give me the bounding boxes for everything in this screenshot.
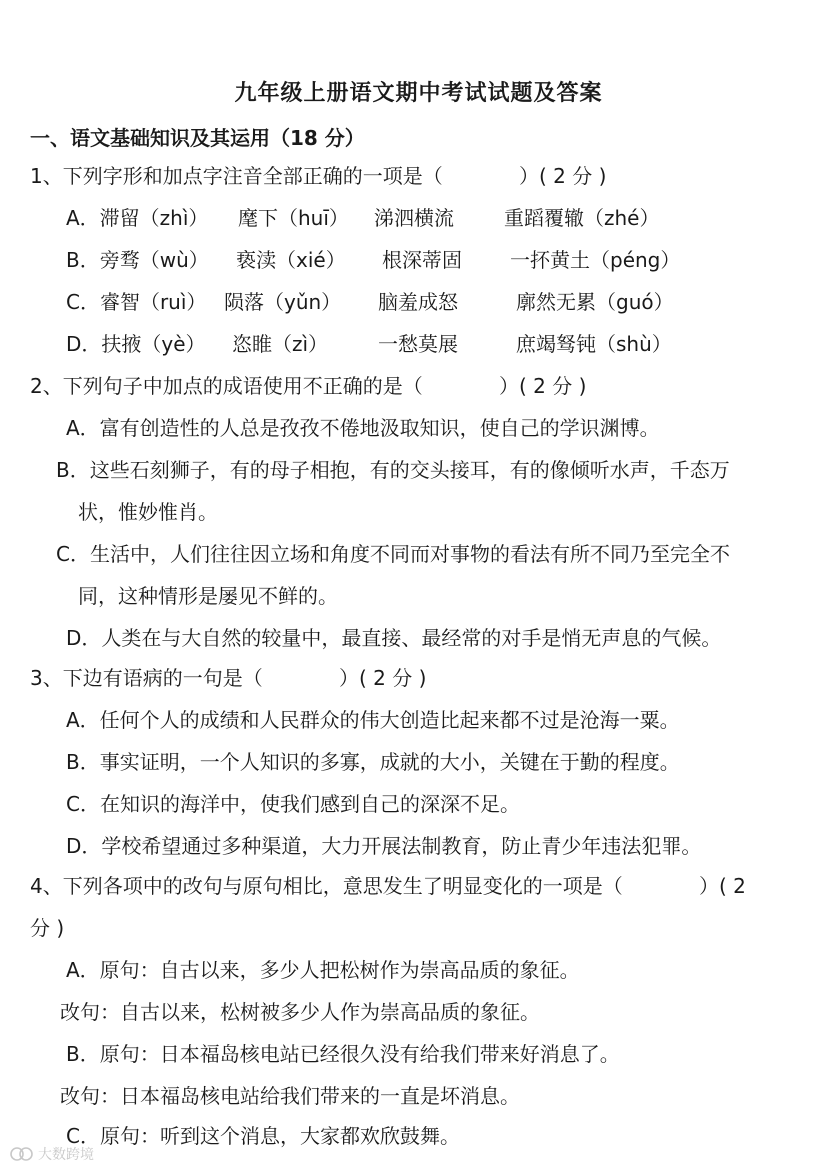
q1-option-a-3: 涕泗横流 [374,206,454,230]
q2-option-a: A．富有创造性的人总是孜孜不倦地汲取知识，使自己的学识渊博。 [66,416,660,440]
q1-option-b-1: B．旁骛（wù） [66,248,209,272]
question-3-stem: 3、下边有语病的一句是（ ）( 2 分 ) [30,666,427,690]
q1-option-d-4: 庶竭驽钝（shù） [516,332,672,356]
watermark [10,1142,94,1166]
q1-option-c-4: 廓然无累（guó） [516,290,674,314]
page-title: 九年级上册语文期中考试试题及答案 [234,81,603,106]
q1-option-d-1: D．扶掖（yè） [66,332,206,356]
q1-option-b-3: 根深蒂固 [382,248,462,272]
q4-option-a-revised: 改句：自古以来，松树被多少人作为崇高品质的象征。 [60,1000,540,1024]
watermark-text: 大数跨境 [38,1147,94,1163]
q4-option-c-original: C．原句：听到这个消息，大家都欢欣鼓舞。 [66,1124,460,1148]
q1-option-b-4: 一抔黄土（péng） [510,248,681,272]
q2-option-b-line1: B．这些石刻狮子，有的母子相抱，有的交头接耳，有的像倾听水声，千态万 [56,458,730,482]
q4-option-b-original: B．原句：日本福岛核电站已经很久没有给我们带来好消息了。 [66,1042,620,1066]
question-1-stem: 1、下列字形和加点字注音全部正确的一项是（ ）( 2 分 ) [30,164,607,188]
q2-option-c-line1: C．生活中，人们往往因立场和角度不同而对事物的看法有所不同乃至完全不 [56,542,730,566]
q3-option-a: A．任何个人的成绩和人民群众的伟大创造比起来都不过是沧海一粟。 [66,708,680,732]
q3-option-b: B．事实证明，一个人知识的多寡，成就的大小，关键在于勤的程度。 [66,750,680,774]
q1-option-a-4: 重蹈覆辙（zhé） [504,206,660,230]
q4-option-b-revised: 改句：日本福岛核电站给我们带来的一直是坏消息。 [60,1084,520,1108]
watermark-logo-icon [10,1145,34,1163]
q1-option-c-3: 脑羞成怒 [378,290,458,314]
q4-option-a-original: A．原句：自古以来，多少人把松树作为崇高品质的象征。 [66,958,580,982]
q2-option-b-line2: 状，惟妙惟肖。 [78,500,218,524]
section-heading: 一、语文基础知识及其运用（18 分） [30,126,365,150]
q1-option-c-1: C．睿智（ruì） [66,290,207,314]
q2-option-c-line2: 同，这种情形是屡见不鲜的。 [78,584,338,608]
q1-option-d-2: 恣睢（zì） [232,332,329,356]
q3-option-c: C．在知识的海洋中，使我们感到自己的深深不足。 [66,792,520,816]
q1-option-b-2: 亵渎（xié） [236,248,346,272]
q2-option-d: D．人类在与大自然的较量中，最直接、最经常的对手是悄无声息的气候。 [66,626,722,650]
q1-option-d-3: 一愁莫展 [378,332,458,356]
q1-option-c-2: 陨落（yǔn） [224,290,342,314]
question-4-stem-line1: 4、下列各项中的改句与原句相比，意思发生了明显变化的一项是（ ）( 2 [30,874,746,898]
question-4-stem-line2: 分 ) [30,916,65,940]
q1-option-a-1: A．滞留（zhì） [66,206,209,230]
question-2-stem: 2、下列句子中加点的成语使用不正确的是（ ）( 2 分 ) [30,374,587,398]
q3-option-d: D．学校希望通过多种渠道，大力开展法制教育，防止青少年违法犯罪。 [66,834,702,858]
q1-option-a-2: 麾下（huī） [238,206,349,230]
